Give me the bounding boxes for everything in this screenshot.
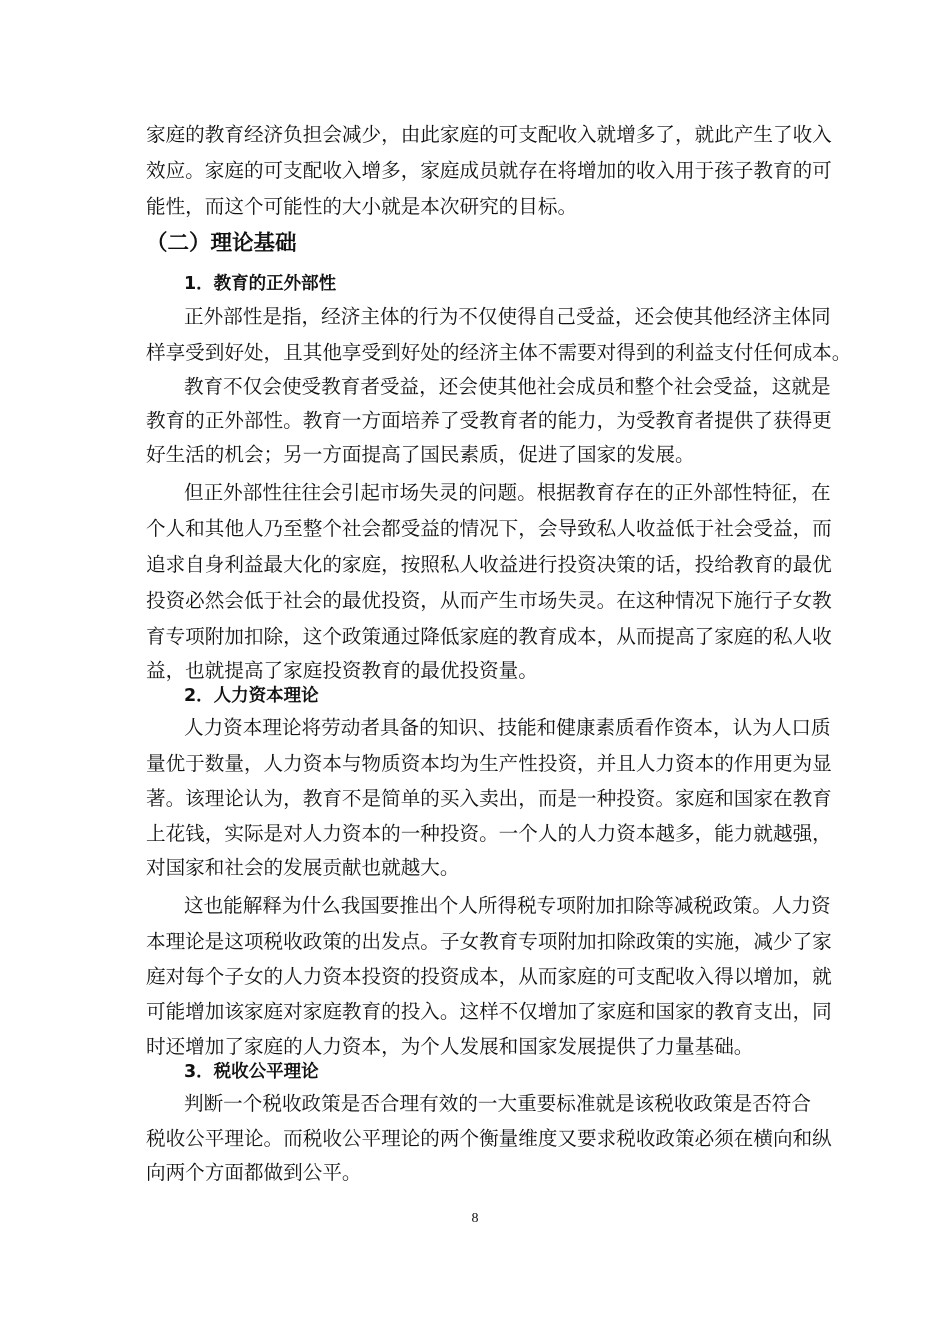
text-line: 本理论是这项税收政策的出发点。子女教育专项附加扣除政策的实施，减少了家 [146, 930, 832, 953]
text-line: 对国家和社会的发展贡献也就越大。 [146, 856, 460, 879]
subsection-2-title: 2．人力资本理论 [184, 686, 319, 706]
text-line: 好生活的机会；另一方面提高了国民素质，促进了国家的发展。 [146, 443, 695, 466]
text-line: 个人和其他人乃至整个社会都受益的情况下，会导致私人收益低于社会受益，而 [146, 517, 832, 540]
text-line: 著。该理论认为，教育不是简单的买入卖出，而是一种投资。家庭和国家在教育 [146, 787, 832, 810]
text-line: 育专项附加扣除，这个政策通过降低家庭的教育成本，从而提高了家庭的私人收 [146, 625, 832, 648]
page-number: 8 [471, 1211, 479, 1226]
text-line: 家庭的教育经济负担会减少，由此家庭的可支配收入就增多了，就此产生了收入 [146, 123, 832, 146]
text-line: 能性，而这个可能性的大小就是本次研究的目标。 [146, 195, 578, 218]
text-line: 上花钱，实际是对人力资本的一种投资。一个人的人力资本越多，能力就越强， [146, 822, 832, 845]
text-line: 庭对每个子女的人力资本投资的投资成本，从而家庭的可支配收入得以增加，就 [146, 965, 832, 988]
text-line: 正外部性是指，经济主体的行为不仅使得自己受益，还会使其他经济主体同 [184, 305, 831, 328]
text-line: 可能增加该家庭对家庭教育的投入。这样不仅增加了家庭和国家的教育支出，同 [146, 1000, 832, 1023]
text-line: 量优于数量，人力资本与物质资本均为生产性投资，并且人力资本的作用更为显 [146, 752, 832, 775]
text-line: 追求自身利益最大化的家庭，按照私人收益进行投资决策的话，投给教育的最优 [146, 553, 832, 576]
text-line: 人力资本理论将劳动者具备的知识、技能和健康素质看作资本，认为人口质 [184, 716, 831, 739]
text-line: 时还增加了家庭的人力资本，为个人发展和国家发展提供了力量基础。 [146, 1035, 754, 1058]
text-line: 税收公平理论。而税收公平理论的两个衡量维度又要求税收政策必须在横向和纵 [146, 1127, 832, 1150]
text-line: 教育的正外部性。教育一方面培养了受教育者的能力，为受教育者提供了获得更 [146, 409, 832, 432]
text-line: 但正外部性往往会引起市场失灵的问题。根据教育存在的正外部性特征，在 [184, 481, 831, 504]
subsection-1-title: 1．教育的正外部性 [184, 274, 337, 294]
text-line: 投资必然会低于社会的最优投资，从而产生市场失灵。在这种情况下施行子女教 [146, 589, 832, 612]
section-heading: （二）理论基础 [146, 231, 297, 256]
subsection-3-title: 3．税收公平理论 [184, 1062, 319, 1082]
text-line: 益，也就提高了家庭投资教育的最优投资量。 [146, 659, 538, 682]
text-line: 判断一个税收政策是否合理有效的一大重要标准就是该税收政策是否符合 [184, 1092, 811, 1115]
text-line: 样享受到好处，且其他享受到好处的经济主体不需要对得到的利益支付任何成本。 [146, 341, 852, 364]
text-line: 这也能解释为什么我国要推出个人所得税专项附加扣除等减税政策。人力资 [184, 894, 831, 917]
text-line: 效应。家庭的可支配收入增多，家庭成员就存在将增加的收入用于孩子教育的可 [146, 159, 832, 182]
text-line: 向两个方面都做到公平。 [146, 1161, 362, 1184]
text-line: 教育不仅会使受教育者受益，还会使其他社会成员和整个社会受益，这就是 [184, 375, 831, 398]
